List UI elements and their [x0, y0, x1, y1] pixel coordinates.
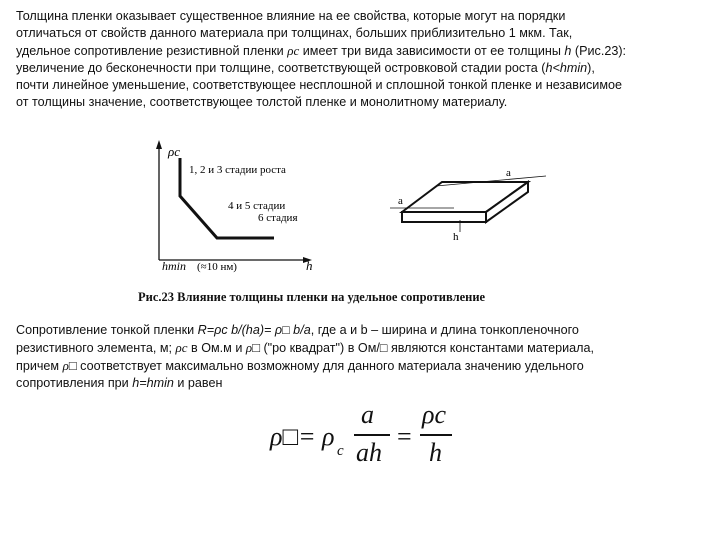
- text-line: резистивного элемента, м; ρc в Ом.м и ρ□ ("ро квадрат") в Ом/□ являются константами материала,: [16, 340, 594, 355]
- formula-equals: =: [397, 422, 412, 451]
- formula-rho: ρ: [322, 422, 335, 451]
- text-line: отличаться от свойств данного материала при толщинах, больших приблизительно 1 мкм. Так,: [16, 26, 573, 40]
- y-axis-arrow: [156, 140, 162, 149]
- rho-square-symbol: ρ□: [62, 358, 77, 373]
- resistivity-graph: [150, 138, 325, 278]
- formula-den2: h: [429, 438, 442, 467]
- fraction-bar-1: [354, 434, 390, 436]
- formula-c-subscript: c: [337, 443, 344, 459]
- rho-square-symbol: ρ□: [245, 340, 260, 355]
- stage-2-label: 4 и 5 стадии: [228, 200, 286, 212]
- hmin-note: (≈10 нм): [197, 261, 237, 273]
- label-a-top: a: [506, 167, 511, 179]
- text-line: Толщина пленки оказывает существенное влияние на ее свойства, которые могут на порядки: [16, 9, 566, 23]
- sheet-resistance-formula: [262, 398, 462, 470]
- formula-lhs: ρ□=: [270, 422, 316, 451]
- h-lt-hmin: h<hmin: [545, 61, 588, 75]
- block-front-face: [402, 212, 486, 222]
- h-symbol: h: [564, 44, 572, 58]
- formula-num2: ρc: [422, 400, 447, 429]
- text-line: удельное сопротивление резистивной пленки ρc имеет три вида зависимости от ее толщины h (Рис.23):: [16, 43, 627, 58]
- text-line: увеличение до бесконечности при толщине, соответствующей островковой стадии роста (h<hmin),: [16, 61, 595, 75]
- fraction-bar-2: [420, 434, 452, 436]
- rho-c-symbol: ρc: [287, 43, 300, 58]
- resistance-formula-inline: R=ρc b/(ha)= ρ□ b/a: [197, 323, 311, 337]
- text-line: от толщины значение, соответствующее толстой пленке и монолитному материалу.: [16, 95, 508, 109]
- formula-num1: a: [361, 400, 374, 429]
- text-line: сопротивления при h=hmin и равен: [16, 376, 223, 390]
- text-line: Сопротивление тонкой пленки R=ρc b/(ha)= ρ□ b/a, где a и b – ширина и длина тонкопленочного: [16, 323, 579, 337]
- rho-c-symbol: ρc: [175, 340, 188, 355]
- y-axis-label: ρc: [168, 144, 181, 159]
- intro-paragraph: [16, 8, 706, 111]
- figure-caption: Рис.23 Влияние толщины пленки на удельное сопротивление: [138, 290, 486, 304]
- text-line: причем ρ□ соответствует максимально возможному для данного материала значению удельного: [16, 358, 584, 373]
- stage-1-label: 1, 2 и 3 стадии роста: [189, 164, 286, 176]
- h-eq-hmin: h=hmin: [132, 376, 174, 390]
- label-a-left: a: [398, 195, 403, 207]
- resistance-paragraph: [16, 322, 706, 392]
- formula-den1: ah: [356, 438, 382, 467]
- x-axis-label: h: [306, 258, 313, 273]
- hmin-label: hmin: [162, 259, 186, 273]
- film-block-diagram: [384, 164, 554, 244]
- stage-3-label: 6 стадия: [258, 212, 298, 224]
- label-h: h: [453, 231, 459, 243]
- text-line: почти линейное уменьшение, соответствующее несплошной и сплошной тонкой пленке и независимое: [16, 78, 623, 92]
